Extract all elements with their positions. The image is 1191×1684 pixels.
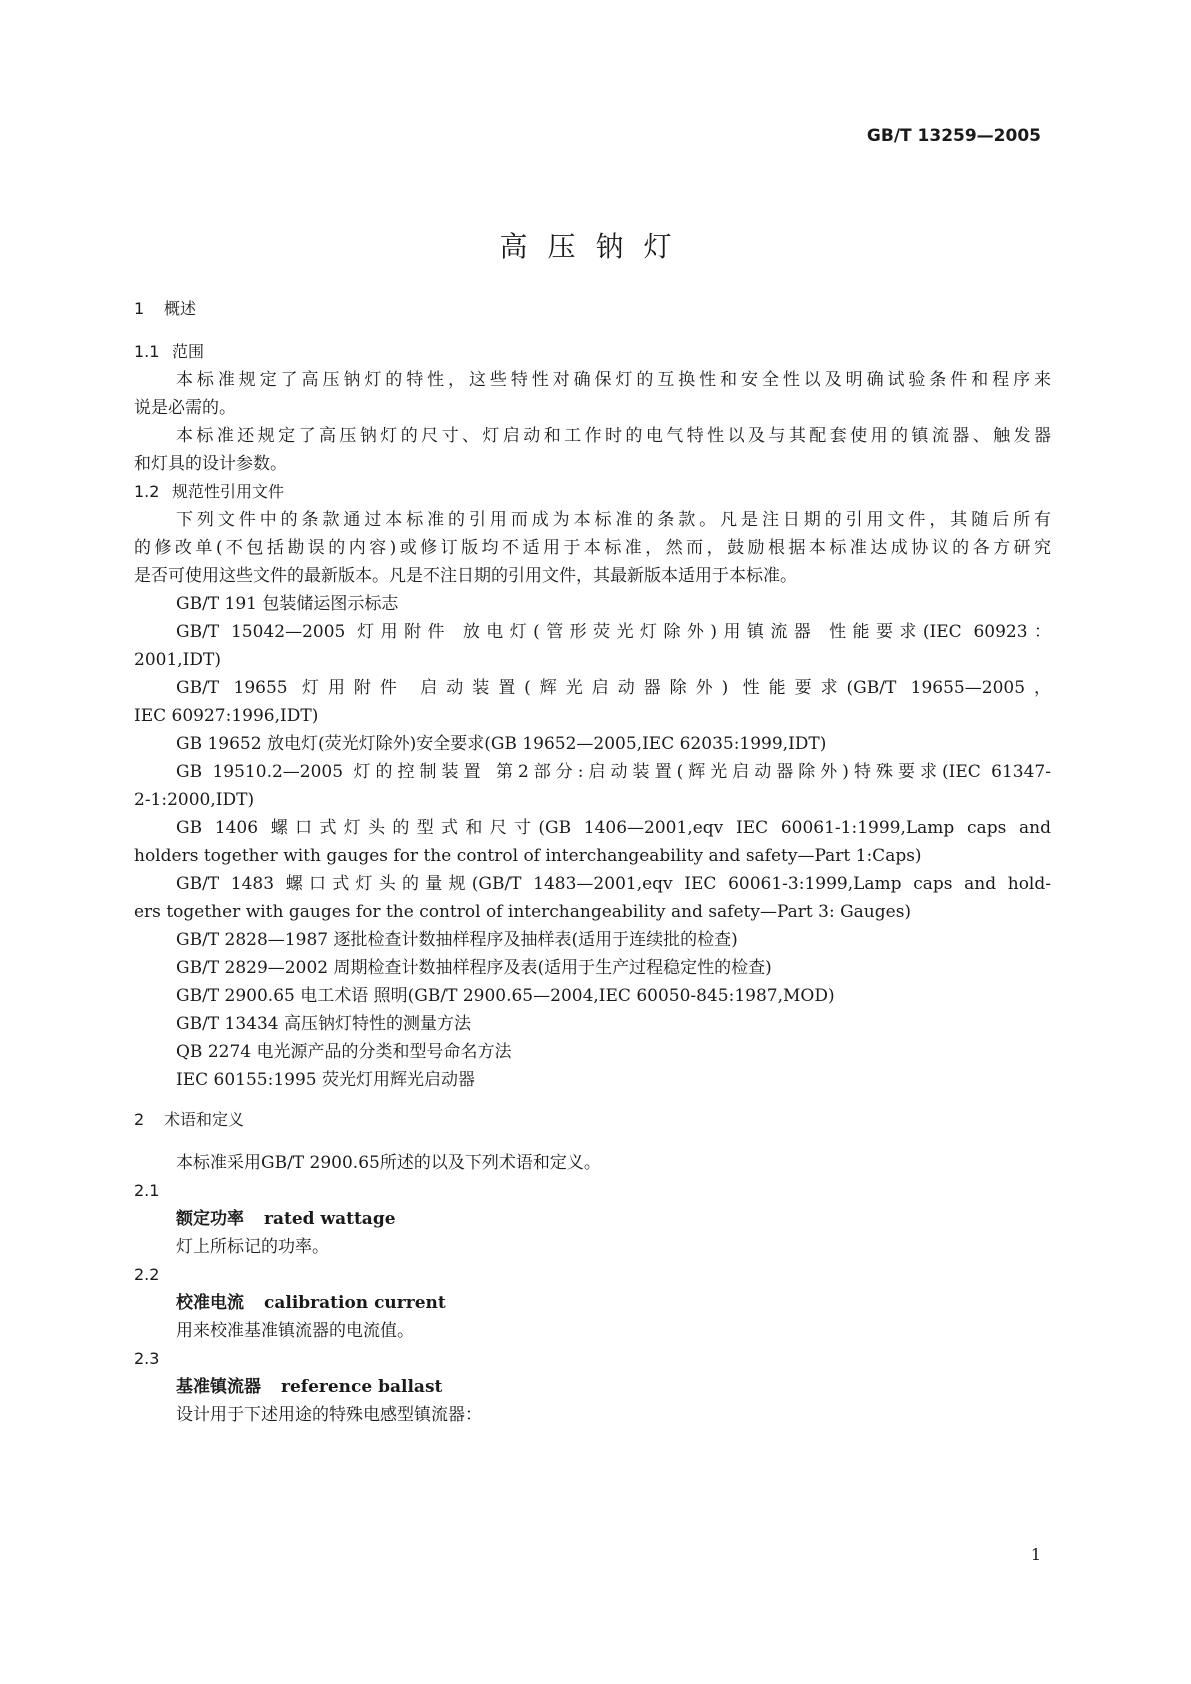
paragraph-line: 下列文件中的条款通过本标准的引用而成为本标准的条款。凡是注日期的引用文件，其随后所有 bbox=[176, 510, 1051, 530]
section-number: 1 bbox=[134, 299, 145, 318]
paragraph-line: 和灯具的设计参数。 bbox=[134, 454, 287, 474]
term-en: reference ballast bbox=[281, 1377, 443, 1397]
paragraph-line: 本标准规定了高压钠灯的特性，这些特性对确保灯的互换性和安全性以及明确试验条件和程序来 bbox=[176, 370, 1051, 390]
term-zh: 基准镇流器 bbox=[176, 1377, 261, 1397]
paragraph-line: 本标准还规定了高压钠灯的尺寸、灯启动和工作时的电气特性以及与其配套使用的镇流器、触发器 bbox=[176, 426, 1051, 446]
section-1-2-heading bbox=[134, 479, 284, 505]
page-number: 1 bbox=[1030, 1545, 1041, 1564]
reference-item: GB/T 19655 灯用附件 启动装置(辉光启动器除外) 性能要求(GB/T 19655—2005， bbox=[176, 678, 1051, 698]
reference-item: GB/T 13434 高压钠灯特性的测量方法 bbox=[176, 1014, 472, 1034]
section-1-heading bbox=[134, 296, 196, 322]
section-1-1-heading bbox=[134, 339, 204, 365]
section-2-heading bbox=[134, 1107, 244, 1133]
section-number: 2 bbox=[134, 1110, 145, 1129]
term-definition: 用来校准基准镇流器的电流值。 bbox=[176, 1321, 414, 1341]
term-zh: 额定功率 bbox=[176, 1209, 244, 1229]
reference-item-cont: 2001,IDT) bbox=[134, 650, 221, 670]
reference-item: IEC 60155:1995 荧光灯用辉光启动器 bbox=[176, 1070, 476, 1090]
section-title: 概述 bbox=[164, 299, 197, 318]
section-title: 范围 bbox=[172, 342, 205, 361]
document-title: 高压钠灯 bbox=[499, 230, 692, 263]
standard-number: GB/T 13259—2005 bbox=[866, 126, 1041, 146]
section-number: 1.2 bbox=[134, 482, 160, 501]
term-en: rated wattage bbox=[264, 1209, 396, 1229]
reference-item: GB/T 2828—1987 逐批检查计数抽样程序及抽样表(适用于连续批的检查) bbox=[176, 930, 738, 950]
term-en: calibration current bbox=[264, 1293, 446, 1313]
term-definition: 灯上所标记的功率。 bbox=[176, 1237, 329, 1257]
term-zh: 校准电流 bbox=[176, 1293, 244, 1313]
reference-item: QB 2274 电光源产品的分类和型号命名方法 bbox=[176, 1042, 512, 1062]
term-entry bbox=[176, 1290, 446, 1316]
reference-item-cont: holders together with gauges for the control of interchangeability and safety—Part 1:Caps) bbox=[134, 846, 922, 866]
reference-item: GB 1406 螺口式灯头的型式和尺寸(GB 1406—2001,eqv IEC 60061-1:1999,Lamp caps and bbox=[176, 818, 1051, 838]
term-number: 2.2 bbox=[134, 1265, 160, 1284]
reference-item: GB 19652 放电灯(荧光灯除外)安全要求(GB 19652—2005,IEC 62035:1999,IDT) bbox=[176, 734, 827, 754]
section-title: 规范性引用文件 bbox=[172, 482, 285, 501]
paragraph-line: 本标准采用GB/T 2900.65所述的以及下列术语和定义。 bbox=[176, 1153, 601, 1173]
reference-item-cont: IEC 60927:1996,IDT) bbox=[134, 706, 319, 726]
term-entry bbox=[176, 1374, 442, 1400]
reference-item: GB/T 1483 螺口式灯头的量规(GB/T 1483—2001,eqv IEC 60061-3:1999,Lamp caps and hold- bbox=[176, 874, 1051, 894]
reference-item: GB 19510.2—2005 灯的控制装置 第2部分:启动装置(辉光启动器除外)特殊要求(IEC 61347- bbox=[176, 762, 1051, 782]
paragraph-line: 的修改单(不包括勘误的内容)或修订版均不适用于本标准，然而，鼓励根据本标准达成协议的各方研究 bbox=[134, 538, 1051, 558]
section-number: 1.1 bbox=[134, 342, 160, 361]
reference-item-cont: ers together with gauges for the control of interchangeability and safety—Part 3: Gauges) bbox=[134, 902, 912, 922]
term-number: 2.1 bbox=[134, 1181, 160, 1200]
term-definition: 设计用于下述用途的特殊电感型镇流器： bbox=[176, 1405, 482, 1425]
paragraph-line: 说是必需的。 bbox=[134, 398, 236, 418]
reference-item: GB/T 2900.65 电工术语 照明(GB/T 2900.65—2004,IEC 60050-845:1987,MOD) bbox=[176, 986, 835, 1006]
term-number: 2.3 bbox=[134, 1349, 160, 1368]
section-title: 术语和定义 bbox=[164, 1110, 245, 1129]
reference-item: GB/T 2829—2002 周期检查计数抽样程序及表(适用于生产过程稳定性的检查) bbox=[176, 958, 772, 978]
term-entry bbox=[176, 1206, 396, 1232]
reference-item: GB/T 15042—2005 灯用附件 放电灯(管形荧光灯除外)用镇流器 性能要求(IEC 60923： bbox=[176, 622, 1051, 642]
reference-item-cont: 2-1:2000,IDT) bbox=[134, 790, 255, 810]
paragraph-line: 是否可使用这些文件的最新版本。凡是不注日期的引用文件，其最新版本适用于本标准。 bbox=[134, 566, 797, 586]
reference-item: GB/T 191 包装储运图示标志 bbox=[176, 594, 399, 614]
